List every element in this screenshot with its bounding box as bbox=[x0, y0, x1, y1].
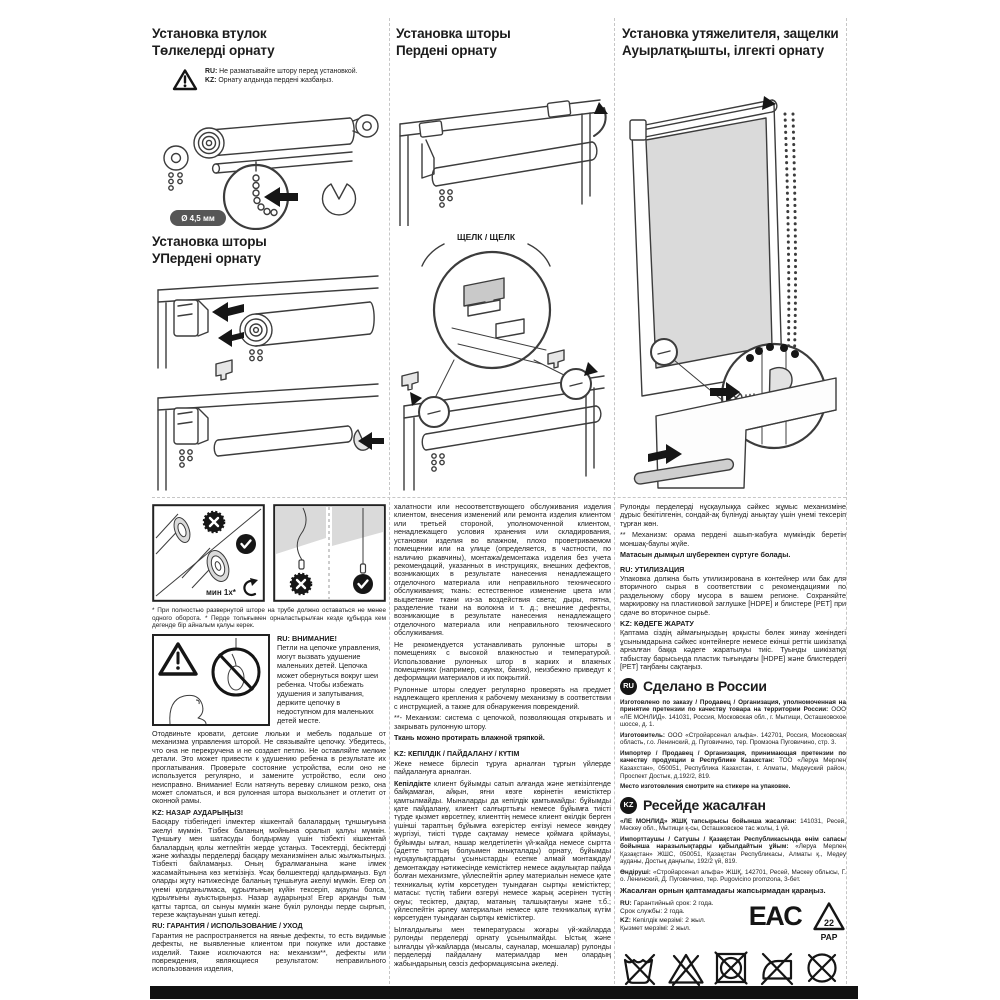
made-in-russia-title-kz: Ресейде жасалған bbox=[643, 796, 766, 813]
text: ООО «ЛЕ МОНЛИД». 141031, Россия, Московская обл., г. Мытищи, Осташковское шоссе, д. 1. bbox=[620, 706, 846, 729]
humidity-warning: Не рекомендуется устанавливать рулонные шторы в помещениях с высокой влажностью и температурой. Использование рулонных штор в жарких и влажных помещениях (например, саунах, банях), неизбежно приведут к деформации материалов и их покрытий. bbox=[394, 639, 611, 683]
lead: Кепілдікте bbox=[394, 778, 431, 788]
do-not-iron-icon bbox=[757, 948, 797, 988]
text: Қызмет мерзімі: 2 жыл. bbox=[620, 925, 691, 933]
hub-install-illustration bbox=[152, 98, 384, 230]
kz-warranty-title: KZ: КЕПІЛДІК / ПАЙДАЛАНУ / КҮТІМ bbox=[394, 749, 520, 759]
lead: KZ: bbox=[620, 916, 631, 924]
text: Гарантийный срок: 2 года. bbox=[631, 899, 714, 907]
utilization-title-ru: RU: УТИЛИЗАЦИЯ bbox=[620, 564, 685, 574]
utilization-text-ru: Упаковка должна быть утилизирована в контейнер или бак для вторичного сырья в соответствии с рекомендациями по раздельному сбору мусора в вашем регионе. Сохраняйте маркировку на пластиковой заглушке [HDPE] и блистере [PET] при сдаче во вторичное сырьё. bbox=[620, 573, 846, 617]
safety-paragraph-kz: Басқару тізбегіндегі ілмектер кішкентай балалардың тұншығуына әкелуі мүмкін. Тізбек баланың мойнына оралып қалуы мүмкін. Тұншығу мен шатасуды болдырмау үшін тізбекті кішкентай балалардың қолы жетпейтін жерде ұстаңыз. Төсектерді, бесіктерді және жиһазды перделерді басқару механизмінен алыс жылжытыңыз. Тізбекті байламаңыз. Оның бұралмағанына және ілмек жасамайтынына көз жеткізіңіз. Ұсақ бөлшектерді қалдырмаңыз. Бұл оларды жұту нәтижесінде баланың тұншығуға әкелуі мүмкін. Егер ол үнемі қолданылмаса, құрылғының күйін тексеріп, ақаулы болса, құрылғыны ауыстырыңыз. Назар аударыңыз! Егер арқанды тым қатты тартса, ол сынуы мүмкін және бүкіл рулонды перде сырғып, терезе жақтауынан ұшып кетеді. bbox=[152, 817, 386, 919]
click-detail-illustration bbox=[398, 228, 610, 494]
warning-triangle-icon bbox=[172, 68, 198, 92]
section-title-hub-install bbox=[152, 26, 386, 59]
warning-text bbox=[205, 68, 358, 86]
inspection-note: Рулонные шторы следует регулярно проверять на предмет надлежащего крепления к рабочему механизму в соответствии с инструкцией, а также для обнаружения повреждений. bbox=[394, 684, 611, 711]
warranty-text: Гарантия не распространяется на явные дефекты, то есть видимые дефекты, не выявленные клиентом при покупке или доставке изделий. Также исключаются на: механизм**, дефекты или повреждения, являющиеся результатом: неправильного использования изделия, bbox=[152, 930, 386, 974]
roller-turns-diagram bbox=[152, 504, 265, 602]
arrow-into-circle bbox=[584, 362, 598, 376]
kz-mechanism-definition: ** Механизм: орама пердені ашып-жабуға мүмкіндік беретін моншақ-баулы жүйе. bbox=[620, 530, 846, 548]
origin-sticker-note-kz: Жасалған орнын қаптамадағы жапсырмадан қараңыз. bbox=[620, 885, 826, 895]
cleaning-note-kz: Матасын дымқыл шүберекпен сүртуге болады. bbox=[620, 550, 791, 560]
ru-badge: RU bbox=[620, 678, 637, 695]
text: ТОО «Леруа Мерлен Казахстан», 050051, Республика Казахстан, г. Алматы, Медеуский район, Проспект Достык, д.192/2, 819. bbox=[620, 757, 846, 780]
warranty-title: RU: ГАРАНТИЯ / ИСПОЛЬЗОВАНИЕ / УХОД bbox=[152, 921, 303, 931]
text: Кепілдік мерзімі: 2 жыл. bbox=[631, 916, 706, 924]
do-not-bleach-icon bbox=[666, 948, 706, 988]
text: «Стройарсенал альфа» ЖШҚ, 142701, Ресей, Мәскеу облысы, Г. о. Ленинский, Д. Пуговичино, тер. Pugovicino promzona, 3-бет. bbox=[620, 868, 846, 884]
lead: Изготовлено по заказу / Продавец / Организация, уполномоченная на принятие претензии по качеству товара на территории России: bbox=[620, 698, 846, 714]
lead: RU: bbox=[620, 899, 632, 907]
made-in-russia-header bbox=[620, 678, 846, 695]
cleaning-note-ru: Ткань можно протирать влажной тряпкой. bbox=[394, 732, 545, 742]
child-safety-warning bbox=[152, 634, 386, 726]
text: ООО «Стройарсенал альфа». 142701, Россия, Московская область, г.о. Ленинский, д. Пуговичино, тер. Промзона Пуговичино, стр. 3. bbox=[620, 731, 846, 747]
title-ru: Установка шторы bbox=[152, 234, 267, 249]
manufacturer-paragraph bbox=[620, 699, 846, 729]
title-kz: Ауырлатқышты, ілгекті орнату bbox=[622, 42, 824, 58]
kz-label: KZ: bbox=[205, 76, 217, 84]
cord-position-diagram bbox=[273, 504, 386, 602]
warranty-terms bbox=[620, 900, 714, 934]
ru-text: Не разматывайте штору перед установкой. bbox=[219, 68, 358, 75]
ru-label: RU: bbox=[205, 68, 218, 75]
title-kz: Пердені орнату bbox=[396, 42, 497, 58]
lead: Импорттаушы / Сатушы / Қазақстан Республикасында өнім сапасы бойынша наразылықтарды қабылдайтын ұйым: bbox=[620, 835, 846, 851]
title-ru: Установка шторы bbox=[396, 26, 511, 41]
section-title-shade-install-2 bbox=[396, 26, 612, 59]
manufacturer-paragraph-kz bbox=[620, 818, 846, 833]
pap-label: PAP bbox=[820, 931, 838, 942]
lead: Импортер / Продавец / Организация, принимающая претензии по качеству продукции в Республике Казахстан: bbox=[620, 749, 846, 765]
recycling-pap22-icon bbox=[812, 900, 846, 942]
warranty-line bbox=[620, 925, 714, 933]
manufacturer-paragraph-kz bbox=[620, 869, 846, 884]
attention-text-block bbox=[277, 634, 385, 726]
diameter-badge-label: Ø 4,5 мм bbox=[181, 214, 215, 223]
shade-hang-illustration bbox=[396, 84, 610, 226]
care-symbols-row bbox=[620, 948, 846, 988]
warning-line-kz bbox=[205, 77, 358, 86]
kz-warranty-text bbox=[394, 780, 611, 923]
kz-inspection-note: Рулонды перделерді нұсқаулыққа сәйкес жұмыс механизміне дұрыс бекітілгенін, сондай-ақ бүлінуді анықтау үшін үнемі тексеріп тұрған жөн. bbox=[620, 502, 846, 528]
shade-install-illustration bbox=[152, 272, 384, 492]
title-ru: Установка втулок bbox=[152, 26, 267, 41]
warning-line-ru bbox=[205, 68, 358, 77]
warranty-continuation: халатности или несоответствующего обслуживания изделия клиентом, внесения изменений или ремонта изделия клиентом или третьей стороной, уполномоченной клиентом, ненадлежащего условия хранения или складирования, установки изделия во влажном, плохо проветриваемом помещении или на улице (определяется, в частности, по наличию ржавчины), монтажа/демонтажа изделия без учета рекомендаций, указанных в инструкциях, внешних дефектов, возникающих в результате нанесения ненадлежащего отделочного материала или неправильного технического обслуживания; ткань: естественное изменение цвета или выцветание ткани из-за воздействия света; дыры, пятна, разделение ткани на волокна и т. д.; внешние дефекты, возникающие в результате нанесения ненадлежащего отделочного материала или неправильного технического обслуживания. bbox=[394, 502, 611, 638]
do-not-wash-icon bbox=[620, 948, 660, 988]
section-divider bbox=[152, 497, 846, 498]
disposal-and-origin-column bbox=[620, 503, 846, 988]
text: «Леруа Мерлен Қазақстан» ЖШС, 050051, Қазақстан Республикасы, Алматы қ., Медеу ауданы, Достық даңғылы, 192/2 үй, 819. bbox=[620, 843, 847, 866]
eac-mark-icon bbox=[746, 900, 804, 930]
made-in-russia-header-kz bbox=[620, 797, 846, 814]
arrow-left-icon bbox=[212, 302, 244, 322]
warranty-and-certification bbox=[620, 900, 846, 942]
column-divider-2 bbox=[614, 18, 615, 984]
lead: Өндіруші: bbox=[620, 868, 651, 876]
origin-sticker-note-ru: Место изготовления смотрите на стикере на упаковке. bbox=[620, 783, 791, 791]
kz-humidity-warning: Ылғалдылығы мен температурасы жоғары үй-жайларда рулонды перделерді орнату ұсынылмайды. Ыстық және ылғалды үй-жайларда (мысалы, сауналар, моншалар) рулонды перделерді пайдалану материалдар мен олардың жабындарының сөзсіз деформациясына әкеледі. bbox=[394, 924, 611, 968]
text: Срок службы: 2 года. bbox=[620, 908, 685, 916]
click-label: ЩЕЛК / ЩЕЛК bbox=[456, 232, 516, 242]
utilization-text-kz: Қаптама сіздің аймағыңыздың қоқысты бөлек жинау жөніндегі ұсынымдарына сәйкес контейнерге немесе екінші реттік шикізатқа арналған баққа кәдеге жаратылуы тиіс. Туынды шикізатқа табыстау барысында пластик тығындағы [HDPE] және блистердегі [PET] таңбаны сақтаңыз. bbox=[620, 628, 846, 672]
manufacturer-paragraph bbox=[620, 732, 846, 747]
do-not-dry-clean-icon bbox=[802, 948, 842, 988]
text: 141031, Ресей, Мәскеу обл., Мытищи қ-сы, Осташковское тас жолы, 1 үй. bbox=[620, 817, 846, 833]
attention-title: RU: ВНИМАНИЕ! bbox=[277, 634, 337, 644]
text: клиент бұйымды сатып алғанда және жеткізілгенде байқамаған, айқын, яғни көзге көрінетін кемістіктер қамтылмайды. Мыналарды да кепілдік қамтымайды: бұйымды қате пайдалану, клиент салғырттығы немесе бұйымға тиісті түрде қызмет көрсетпеу, клиенттің немесе клиент өкілдік берген үшінші тараптың бұйымға өзгерістер енгізуі немесе жөндеу жүргізуі, тиісті түрде сақтамау немесе қоймаға қоймауы, бұйымды ылғал, нашар желдетілетін үй-жайда немесе сыртта (әдетте тоттың болуымен анықталады) орнату, бұйымды нұсқаулықтардағы ұсыныстарды есепке алмай монтаждау/демонтаждау нәтижесінде кемістіктер немесе ақаулықтар пайда болған механизмге, үйлеспейтін әрлеу материалын немесе қате техникалық күтім көрсетуден туындаған сыртқы кемістіктер; матасы: түстің табиғи өзгеруі немесе жарық әсерінен түстің оңуы; тесіктер, дақтар, матаның талшықтануы және т.б.; үйлеспейтін әрлеу материалын немесе қате техникалық күтім көрсетуден туындаған сыртқы кемістіктер. bbox=[394, 778, 611, 923]
warranty-line bbox=[620, 908, 714, 916]
safety-paragraph-ru: Отодвиньте кровати, детские люльки и мебель подальше от механизма управления шторой. Не связывайте цепочку. Убедитесь, что она не перекручена и не создает петлю. Не оставляйте мелкие детали. Это может привести к удушению ребенка в результате их проглатывания. Проверьте состояние устройства, если оно не используется регулярно, и замените устройство, если оно неисправно. Внимание! Если натянуть веревку слишком резко, она может сломаться, и вся рулонная штора выскользнет и отлетит от оконной рамы. bbox=[152, 729, 386, 806]
warranty-column bbox=[394, 503, 611, 971]
section-title-shade-install-1 bbox=[152, 234, 386, 267]
kz-usage-note: Жеке немесе бірлесіп тұруға арналған тұрғын үйлерде пайдалануға арналған. bbox=[394, 758, 611, 777]
eac-text: EAC bbox=[748, 900, 802, 930]
arrow-curved-tip bbox=[594, 102, 608, 114]
title-kz: УПердені орнату bbox=[152, 250, 261, 266]
section-title-weight-install bbox=[622, 26, 850, 59]
kz-text: Орнату алдында пердені жазбаңыз. bbox=[218, 76, 334, 84]
column-divider-1 bbox=[389, 18, 390, 984]
turns-footnote: * При полностью развернутой шторе на трубе должно оставаться не менее одного оборота. * Перде толығымен орналастырылған кезде құбырда кем дегенде бір айналым қалуы керек. bbox=[152, 607, 386, 630]
unroll-warning bbox=[172, 68, 384, 92]
mechanism-definition: **- Механизм: система с цепочкой, позволяющая открывать и закрывать рулонную штору. bbox=[394, 713, 611, 731]
safety-column bbox=[152, 504, 386, 977]
manufacturer-paragraph bbox=[620, 750, 846, 780]
warranty-line bbox=[620, 917, 714, 925]
column-divider-right bbox=[846, 18, 847, 984]
page-footer-bar bbox=[150, 986, 858, 999]
child-strangulation-warning-image bbox=[152, 634, 270, 726]
min-turn-label: мин 1x* bbox=[206, 588, 236, 597]
kz-badge: KZ bbox=[620, 797, 637, 814]
utilization-title-kz: KZ: КӘДЕГЕ ЖАРАТУ bbox=[620, 619, 694, 629]
attention-text: Петли на цепочке управления, могут вызвать удушение маленьких детей. Цепочка может обернуться вокруг шеи ребенка. Чтобы избежать удушения и запутывания, держите цепочку в недоступном для маленьких детей месте. bbox=[277, 643, 381, 726]
manufacturer-paragraph-kz bbox=[620, 836, 846, 866]
lead: «ЛЕ МОНЛИД» ЖШҚ тапсырысы бойынша жасалған: bbox=[620, 817, 797, 825]
lead: Изготовитель: bbox=[620, 731, 666, 739]
do-not-tumble-dry-icon bbox=[711, 948, 751, 988]
made-in-russia-title: Сделано в России bbox=[643, 677, 767, 694]
weight-install-illustration bbox=[622, 74, 846, 494]
pap-number: 22 bbox=[823, 917, 835, 928]
safety-text-ru-kz bbox=[152, 730, 386, 974]
usage-diagrams bbox=[152, 504, 386, 602]
title-kz: Төлкелерді орнату bbox=[152, 42, 275, 58]
certification-icons bbox=[746, 900, 846, 942]
kz-attention-title: KZ: НАЗАР АУДАРЫҢЫЗ! bbox=[152, 807, 244, 817]
title-ru: Установка утяжелителя, защелки bbox=[622, 26, 839, 41]
